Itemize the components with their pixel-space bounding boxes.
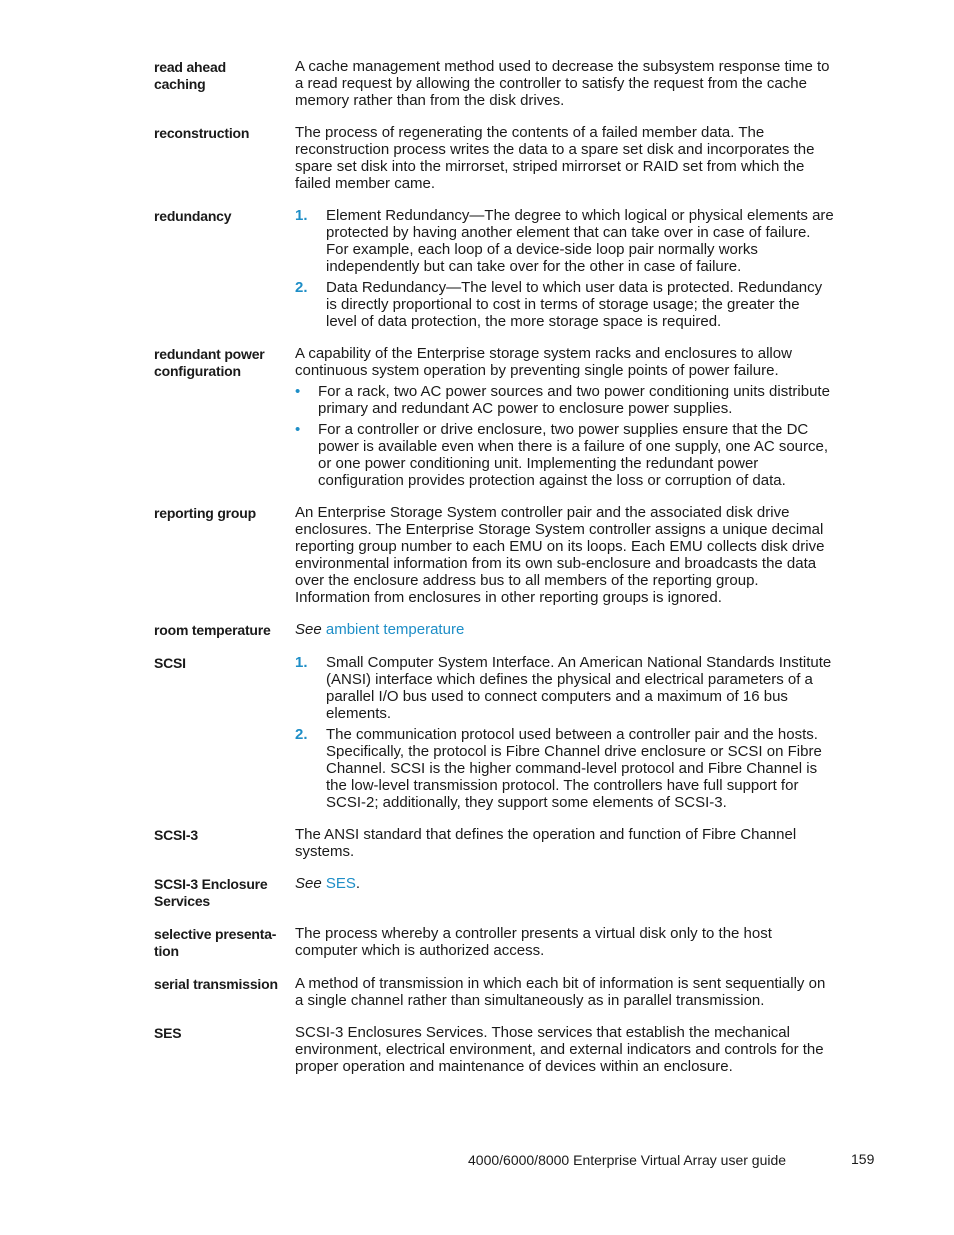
definition: A cache management method used to decrease the subsystem response time to a read request by allowing the controller to satisfy the request from the cache memory rather than from the disk drives.: [295, 58, 830, 109]
term: read ahead caching: [154, 59, 226, 92]
glossary-entry-scsi-3-enclosure-services: [154, 875, 834, 910]
term: reconstruction: [154, 125, 250, 141]
term: reporting group: [154, 505, 256, 521]
bullet-icon: •: [295, 383, 301, 400]
glossary-entry-scsi: [154, 654, 834, 811]
bullet-icon: •: [295, 421, 301, 438]
term: SCSI: [154, 655, 186, 671]
definition: A method of transmission in which each bit of information is sent sequentially on a single channel rather than simultaneously as in parallel transmission.: [295, 975, 826, 1009]
item-number: 1.: [295, 654, 308, 671]
bullet-list: [295, 383, 834, 489]
item-number: 1.: [295, 207, 308, 224]
glossary-entry-ses: [154, 1024, 834, 1075]
term: serial transmission: [154, 976, 278, 992]
see-label: See: [295, 875, 322, 892]
item-text: For a controller or drive enclosure, two power supplies ensure that the DC power is available even when there is a failure of one supply, one AC source, or one power conditioning unit. Implementing the redundant power configuration provides protection against the loss or corruption of data.: [318, 421, 829, 489]
item-text: Small Computer System Interface. An American National Standards Institute (ANSI) interface which defines the physical and electrical parameters of a parallel I/O bus used to connect computers and a maximum of 16 bus elements.: [326, 654, 832, 722]
item-number: 2.: [295, 726, 308, 743]
glossary-entry-reporting-group: [154, 504, 834, 606]
glossary-entry-redundant-power-configuration: [154, 345, 834, 489]
term: SCSI-3: [154, 827, 198, 843]
item-text: For a rack, two AC power sources and two power conditioning units distribute primary and redundant AC power to enclosure power supplies.: [318, 383, 830, 417]
see-label: See: [295, 621, 322, 638]
list-item: [295, 207, 834, 275]
footer-document-title: 4000/6000/8000 Enterprise Virtual Array user guide: [468, 1152, 787, 1168]
glossary-entry-serial-transmission: [154, 975, 834, 1009]
definition: The process of regenerating the contents of a failed member data. The reconstruction process writes the data to a spare set disk and incorporates the spare set disk into the mirrorset, striped mirrorset or RAID set from which the failed member came.: [295, 124, 815, 192]
glossary-entry-scsi-3: [154, 826, 834, 860]
definition: [295, 654, 834, 811]
list-item: [295, 421, 834, 489]
definition: An Enterprise Storage System controller pair and the associated disk drive enclosures. The Enterprise Storage System controller assigns a unique decimal reporting group number to each EMU on its loops. Each EMU collects disk drive environmental information from its own sub-enclosure and broadcasts the data over the enclosure address bus to all members of the reporting group. Information from enclosures in other reporting groups is ignored.: [295, 504, 825, 606]
list-item: [295, 726, 834, 811]
glossary-entry-read-ahead-caching: [154, 58, 834, 109]
glossary-entry-redundancy: [154, 207, 834, 330]
list-item: [295, 383, 834, 417]
term: room temperature: [154, 622, 271, 638]
term: redundant power configuration: [154, 346, 265, 379]
list-item: [295, 654, 834, 722]
item-text: Data Redundancy—The level to which user data is protected. Redundancy is directly proportional to cost in terms of storage usage; the greater the level of data protection, the more storage space is required.: [326, 279, 823, 330]
item-text: The communication protocol used between a controller pair and the hosts. Specifically, the protocol is Fibre Channel drive enclosure or SCSI on Fibre Channel. SCSI is the higher command-level protocol and Fibre Channel is the low-level transmission protocol. The controllers have full support for SCSI-2; additionally, they support some elements of SCSI-3.: [326, 726, 822, 811]
glossary-entry-selective-presentation: [154, 925, 834, 960]
numbered-list: [295, 207, 834, 330]
glossary-entry-reconstruction: [154, 124, 834, 192]
list-item: [295, 279, 834, 330]
definition: A capability of the Enterprise storage system racks and enclosures to allow continuous system operation by preventing single points of power failure. • For a rack, two AC power sources and two power conditioning units distribute primary and redundant AC power to enclosure power supplies. • For a controller or drive enclosure, two power supplies ensure that the DC power is available even when there is a failure of one supply, one AC source, or one power conditioning unit. Implementing the redundant power configuration provides protection against the loss or corruption of data.: [295, 345, 834, 489]
page-number: 159: [851, 1151, 875, 1167]
definition: [295, 207, 834, 330]
definition: SCSI-3 Enclosures Services. Those services that establish the mechanical environment, electrical environment, and external indicators and controls for the proper operation and maintenance of devices within an enclosure.: [295, 1024, 824, 1075]
definition: The process whereby a controller presents a virtual disk only to the host computer which is authorized access.: [295, 925, 772, 959]
term: selective presenta-tion: [154, 926, 277, 959]
term: SCSI-3 Enclosure Services: [154, 876, 268, 909]
item-number: 2.: [295, 279, 308, 296]
definition: The ANSI standard that defines the operation and function of Fibre Channel systems.: [295, 826, 797, 860]
numbered-list: [295, 654, 834, 811]
glossary: [154, 58, 834, 1090]
term: redundancy: [154, 208, 232, 224]
glossary-entry-room-temperature: [154, 621, 834, 639]
cross-reference-link[interactable]: SES: [325, 875, 356, 892]
definition: See SES.: [295, 875, 361, 892]
item-text: Element Redundancy—The degree to which logical or physical elements are protected by having another element that can take over in case of failure. For example, each loop of a device-side loop pair normally works independently but can take over for the other in case of failure.: [326, 207, 834, 275]
definition: [295, 621, 834, 639]
cross-reference-link[interactable]: ambient temperature: [325, 621, 465, 638]
term: SES: [154, 1025, 182, 1041]
